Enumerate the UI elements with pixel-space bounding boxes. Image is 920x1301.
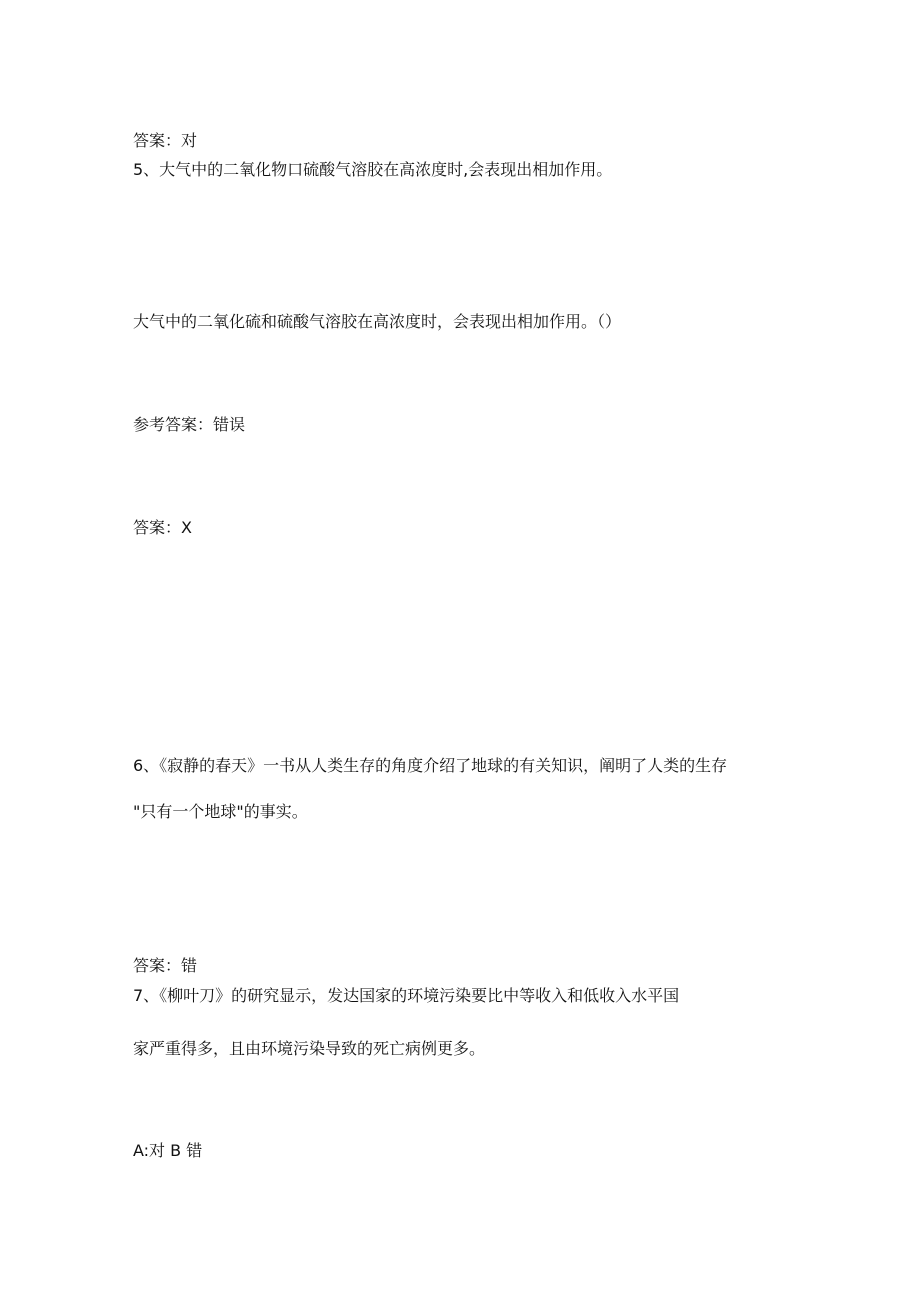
question-6-line: 6、《寂静的春天》一书从人类生存的角度介绍了地球的有关知识，阐明了人类的生存 <box>133 756 728 775</box>
question-7-line: 7、《柳叶刀》的研究显示，发达国家的环境污染要比中等收入和低收入水平国 <box>133 986 680 1005</box>
question-5-line: 5、大气中的二氧化物口硫酸气溶胶在高浓度时,会表现出相加作用。 <box>133 160 613 179</box>
question-5-restated-line: 大气中的二氧化硫和硫酸气溶胶在高浓度时，会表现出相加作用。（） <box>133 312 622 331</box>
options-line: A:对 B 错 <box>133 1141 203 1160</box>
question-6-continuation-line: "只有一个地球"的事实。 <box>133 802 308 821</box>
answer-line: 答案：错 <box>133 956 198 975</box>
reference-answer-line: 参考答案：错误 <box>133 415 246 434</box>
answer-line: 答案：X <box>133 518 192 537</box>
question-7-continuation-line: 家严重得多，且由环境污染导致的死亡病例更多。 <box>133 1039 486 1058</box>
answer-line: 答案：对 <box>133 131 198 150</box>
